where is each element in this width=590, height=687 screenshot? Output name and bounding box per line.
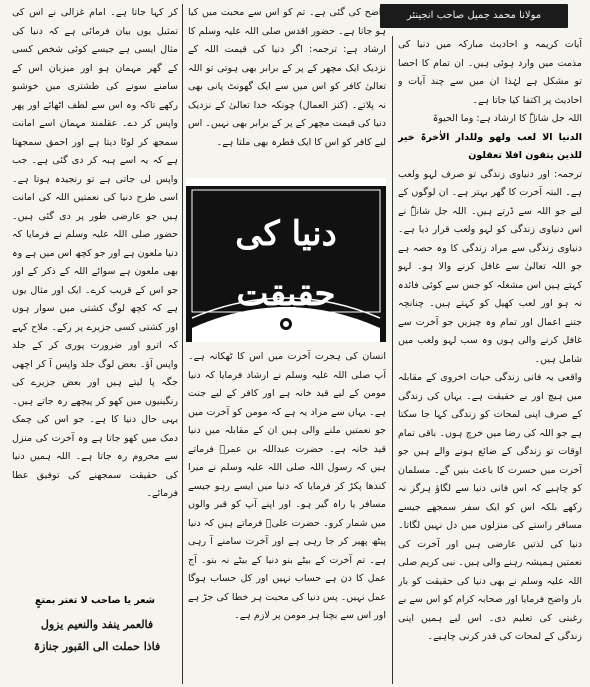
column-divider-left xyxy=(182,4,183,684)
column-divider-right xyxy=(392,36,393,684)
middle-column-bottom xyxy=(188,348,386,682)
middle-column-top xyxy=(188,4,386,172)
right-column xyxy=(398,36,582,682)
middle-top-paragraph: واضح کی گئی ہے۔ تم کو اس سے محبت میں کیا ہو جاتا ہے۔ حضور اقدس صلی اللہ علیہ وسلم کا ارشاد ہے: ترجمہ: اگر دنیا کی قیمت اللہ کے نزدیک ایک مچھر کے پر کے برابر بھی ہوتی تو اللہ تعالیٰ کافر کو اس میں سے ایک گھونٹ پانی بھی نہ پلاتے۔ (کنز العمال) چونکہ خدا تعالیٰ کے نزدیک دنیا کی قیمت مچھر کے پر کے برابر بھی نہیں۔ اس لیے کافر کو اس کا ایک قطرہ بھی ملتا ہے۔ xyxy=(188,7,386,148)
poem-verses xyxy=(14,614,180,658)
heading-box xyxy=(186,178,386,342)
left-paragraph: کر کہا جاتا ہے۔ امام غزالی نے اس کی تمثیل یوں بیان فرمائی ہے کہ دنیا کی مثال ایسی ہے جیسے کوئی شخص کسی کے گھر مہمان ہو اور میزبان اس کے سامنے سونے کی طشتری میں خوشبو رکھے تاکہ وہ اس سے لطف اٹھائے اور پھر واپس کر دے۔ عقلمند مہمان اسے امانت سمجھ کر لوٹا دیتا ہے اور احمق سمجھتا ہے کہ یہ اسے ہبہ کر دی گئی ہے۔ جب واپس لی جاتی ہے تو رنجیدہ ہوتا ہے۔ اسی طرح دنیا کی نعمتیں اللہ کی امانت ہیں جو عارضی طور پر دی گئی ہیں۔ حضور صلی اللہ علیہ وسلم نے فرمایا کہ دنیا ملعون ہے اور جو کچھ اس میں ہے وہ بھی ملعون ہے سوائے اللہ کے ذکر کے اور جو اس کے قریب کرے۔ ایک اور مثال یوں ہے کہ کچھ لوگ کشتی میں سوار ہوں اور کشتی کسی جزیرے پر رکے۔ ملاح کہے کہ اترو اور ضرورت پوری کر کے جلد واپس آؤ۔ بعض لوگ جلد واپس آ کر اچھی جگہ پا لیتے ہیں اور بعض جزیرے کی رنگینیوں میں کھو کر پیچھے رہ جاتے ہیں۔ یہی حال دنیا کا ہے۔ جو اس کی چمک دمک میں کھو جاتا ہے وہ آخرت کی منزل سے محروم رہ جاتا ہے۔ اللہ ہمیں دنیا کی حقیقت سمجھنے کی توفیق عطا فرمائے۔ xyxy=(12,7,178,499)
poem-verse-2: فاذا حملت الی القبور جنازۃ xyxy=(33,640,161,653)
poem-verse-1: فالعمر ینفد والنعیم یزول xyxy=(40,618,154,631)
heading-title: دنیا کی حقیقت xyxy=(235,214,337,314)
quran-verse: الدنیا الا لعب ولھو وللدار الاٰخرۃ خیر للذین یتقون افلا تعقلون xyxy=(398,131,582,161)
poem-intro xyxy=(12,592,178,612)
author-byline: مولانا محمد جمیل صاحب انجینئر xyxy=(380,4,568,28)
body-paragraph: واقعی یہ فانی زندگی حیات اخروی کے مقابلہ میں ہیچ اور بے حقیقت ہے۔ یہاں کی زندگی کے صرف اپنی لمحات کو زندگی کہا جا سکتا ہے جو اللہ کی رضا میں خرچ ہوں۔ باقی تمام اوقات تو زندگی کے ضائع ہونے والے ہیں جو آخرت میں حسرت کا باعث بنیں گے۔ مسلمان کو چاہیے کہ اس فانی دنیا سے لگاؤ ہرگز نہ رکھے بلکہ اس کو ایک سفر سمجھے جیسے مسافر راستے کی منزلوں میں دل نہیں لگاتا۔ دنیا کی لذتیں عارضی ہیں اور آخرت کی نعمتیں ہمیشہ رہنے والی ہیں۔ نبی کریم صلی اللہ علیہ وسلم نے بھی دنیا کی حقیقت کو بار بار واضح فرمایا اور صحابہ کرام کو اس سے بے رغبتی کی تعلیم دی۔ اس لیے ہمیں اپنی زندگی کے لمحات کی قدر کرنی چاہیے۔ xyxy=(398,372,582,642)
translation-paragraph: ترجمہ: اور دنیاوی زندگی تو صرف لہو ولعب ہے۔ البتہ آخرت کا گھر بہتر ہے۔ ان لوگوں کے لیے جو اللہ سے ڈرتے ہیں۔ اللہ جل شانہٗ نے اس دنیاوی زندگی کو لہو ولعب قرار دیا ہے۔ دنیاوی زندگی سے مراد زندگی کا وہ حصہ ہے جو اللہ تعالیٰ سے غافل کرنے والا ہو۔ لہو کہتے ہیں اس مشغلہ کو جس سے کوئی فائدہ نہ ہو اور لعب کھیل کو کہتے ہیں۔ چنانچہ جتنے اعمال اور تمام وہ چیزیں جو آخرت سے غافل کرنے والی ہوں وہ سب لہو ولعب میں شامل ہیں۔ xyxy=(398,168,582,365)
left-column xyxy=(12,4,178,590)
middle-bottom-paragraph: انسان کی ہجرت آخرت میں اس کا ٹھکانہ ہے۔ آپ صلی اللہ علیہ وسلم نے ارشاد فرمایا کہ دنیا مومن کے لیے قید خانہ ہے اور کافر کے لیے جنت ہے۔ یہاں سے مراد یہ ہے کہ مومن کو آخرت میں جو نعمتیں ملنے والی ہیں ان کے مقابلہ میں دنیا قید خانہ ہے۔ حضرت عبداللہ بن عمرؓ فرماتے ہیں کہ رسول اللہ صلی اللہ علیہ وسلم نے میرا کندھا پکڑ کر فرمایا کہ دنیا میں ایسے رہو جیسے مسافر یا راہ گیر ہو۔ اور اپنے آپ کو قبر والوں میں شمار کرو۔ حضرت علیؓ فرماتے ہیں کہ دنیا پیٹھ پھیر کر جا رہی ہے اور آخرت سامنے آ رہی ہے۔ تم آخرت کے بیٹے بنو دنیا کے بیٹے نہ بنو۔ آج عمل کا دن ہے حساب نہیں اور کل حساب ہوگا عمل نہیں۔ پس دنیا کی محبت ہر خطا کی جڑ ہے اور اس سے بچنا ہر مومن پر لازم ہے۔ xyxy=(188,351,386,621)
intro-paragraph: آیات کریمہ و احادیث مبارکہ میں دنیا کی مذمت میں وارد ہوئی ہیں۔ ان تمام کا احصا تو مشکل ہے لہٰذا ان میں سے چند آیات و احادیث پر اکتفا کیا جاتا ہے۔ xyxy=(398,39,582,106)
poem-intro-text: شعر یا صاحب لا تغتر بمتعٍ xyxy=(34,595,156,606)
quran-intro: اللہ جل شانہٗ کا ارشاد ہے: وما الحیوۃ xyxy=(432,113,582,124)
